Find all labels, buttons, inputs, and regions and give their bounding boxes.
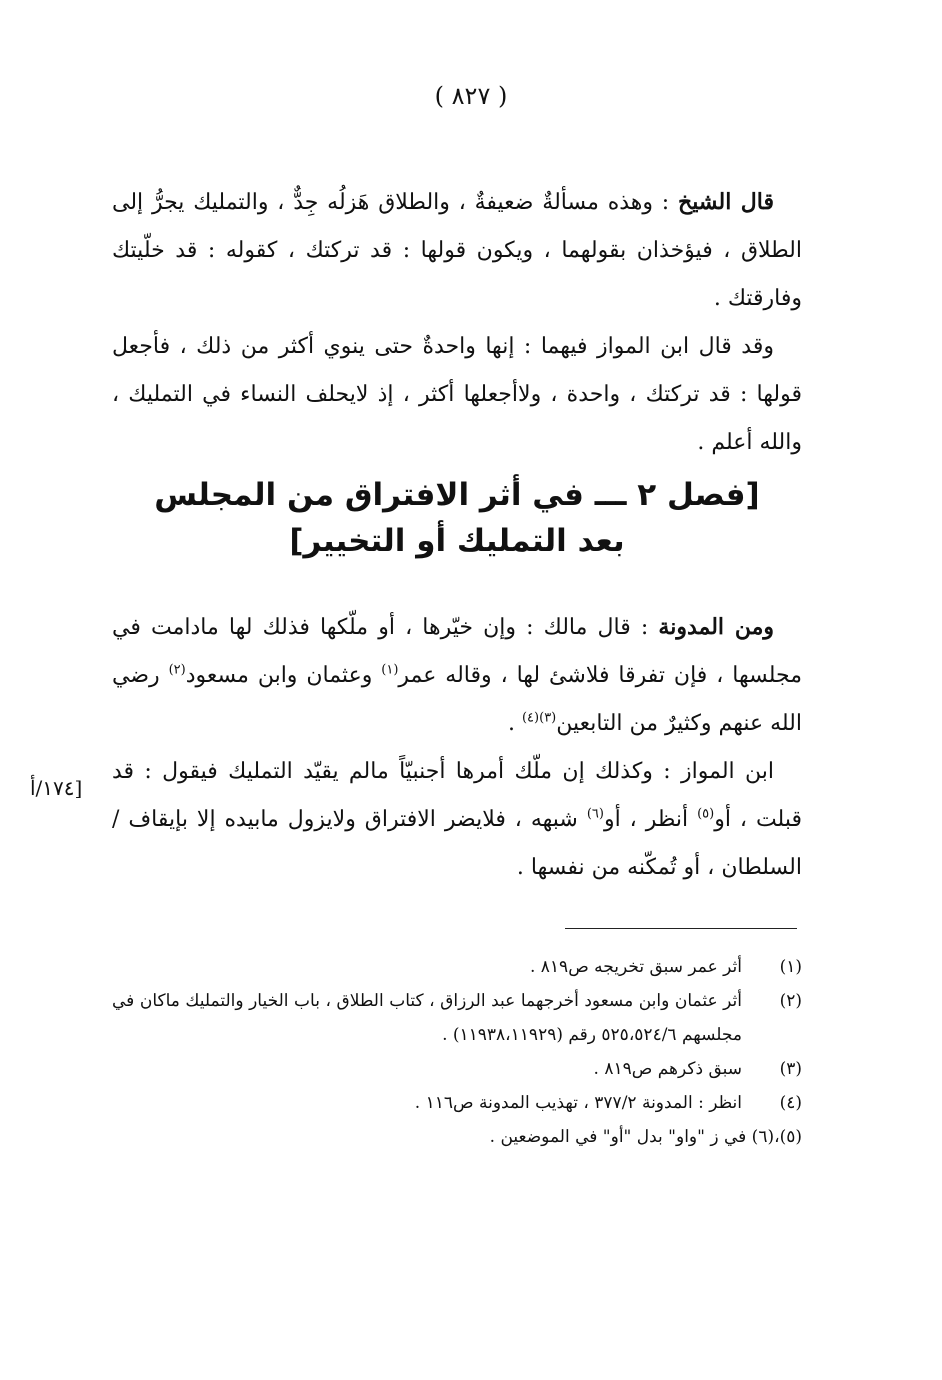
footnote-ref-4: (٤): [521, 710, 540, 726]
footnote-text: أثر عمر سبق تخريجه ص٨١٩ .: [529, 957, 742, 977]
paragraph-4: [112, 748, 802, 892]
body-text-bottom: [112, 603, 802, 892]
footnote-text: انظر : المدونة ٣٧٧/٢ ، تهذيب المدونة ص١١٦ .: [414, 1093, 742, 1113]
footnotes: [112, 950, 802, 1154]
paragraph-3-text-c: رضي الله عنهم وكثيرٌ من التابعين: [112, 663, 802, 736]
section-heading: [112, 472, 802, 564]
footnote-item: [112, 1086, 802, 1120]
footnote-item-combined: (٥)،(٦) في ز "واو" بدل "أو" في الموضعين .: [489, 1127, 802, 1147]
footnote-ref-3: (٣): [539, 710, 557, 726]
page-number: ( ٨٢٧ ): [434, 82, 508, 110]
footnote-text: سبق ذكرهم ص٨١٩ .: [593, 1059, 742, 1079]
footnote-number: (١): [779, 957, 802, 977]
paragraph-4-text-c: شبهه ، فلايضر الافتراق ولايزول مابيده إلا بإيقاف / السلطان ، أو تُمكّنه من نفسها .: [112, 807, 802, 880]
footnote-text: أثر عثمان وابن مسعود أخرجهما عبد الرزاق ، كتاب الطلاق ، باب الخيار والتمليك ماكان في مجلسهم ٥٢٥،٥٢٤/٦ رقم (١١٩٣٨،١١٩٢٩) .: [112, 991, 742, 1045]
paragraph-1-lead: قال الشيخ: [678, 189, 774, 215]
manuscript-folio-marker: [١٧٤/أ: [30, 776, 83, 800]
section-heading-line-1: [فصل ٢ ـــ في أثر الافتراق من المجلس: [154, 477, 760, 513]
footnote-number: (٢): [779, 991, 802, 1011]
paragraph-2: وقد قال ابن المواز فيهما : إنها واحدةٌ حتى ينوي أكثر من ذلك ، فأجعل قولها : قد تركتك ، واحدة ، ولاأجعلها أكثر ، إذ لايحلف النساء في التمليك ، والله أعلم .: [112, 334, 802, 455]
paragraph-1: [112, 178, 802, 323]
footnote-divider: [565, 928, 797, 929]
footnote-item: [112, 984, 802, 1052]
footnote-ref-2: (٢): [168, 662, 186, 678]
footnote-ref-5: (٥): [697, 806, 715, 822]
footnote-number: (٤): [779, 1093, 802, 1113]
paragraph-3-text-d: .: [507, 711, 522, 736]
footnote-item: [112, 950, 802, 984]
paragraph-3-text-b: وعثمان وابن مسعود: [185, 663, 382, 688]
footnote-ref-1: (١): [381, 662, 399, 678]
paragraph-3-lead: ومن المدونة: [658, 614, 774, 640]
paragraph-4-text-a: ابن المواز : وكذلك إن ملّك أمرها أجنبيّاً مالم يقيّد التمليك فيقول : قد قبلت ، أو: [112, 759, 802, 832]
paragraph-3-text-a: : قال مالك : وإن خيّرها ، أو ملّكها فذلك لها مادامت في مجلسها ، فإن تفرقا فلاشئ لها ، وقاله عمر: [112, 615, 802, 688]
footnote-item: [112, 1052, 802, 1086]
paragraph-3: [112, 603, 802, 748]
paragraph-1-text: : وهذه مسألةٌ ضعيفةٌ ، والطلاق هَزلُه جِدٌّ ، والتمليك يجرُّ إلى الطلاق ، فيؤخذان بقولهما ، ويكون قولها : قد تركتك ، كقوله : قد خلّيتك وفارقتك .: [112, 190, 802, 311]
footnote-number: (٣): [779, 1059, 802, 1079]
footnote-ref-6: (٦): [586, 806, 604, 822]
paragraph-4-text-b: أنظر ، أو: [603, 807, 698, 832]
section-heading-line-2: بعد التمليك أو التخيير]: [289, 523, 625, 559]
body-text-top: [112, 178, 802, 467]
